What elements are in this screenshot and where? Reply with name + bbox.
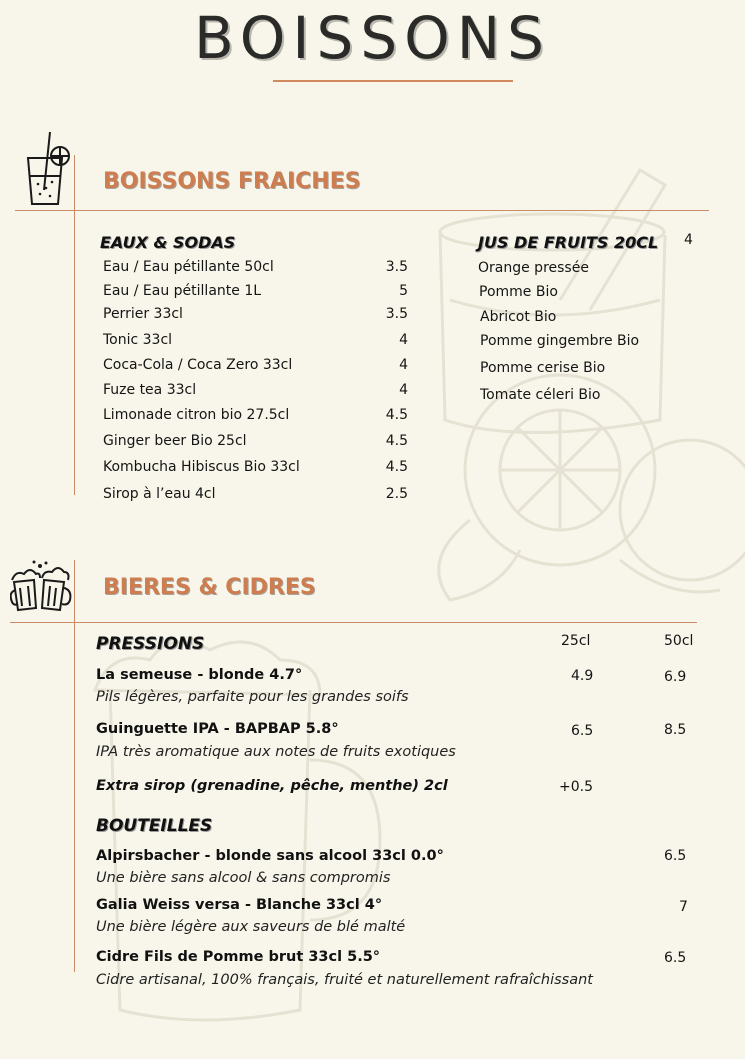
jus-price: 4	[684, 232, 693, 248]
list-item: Limonade citron bio 27.5cl	[103, 407, 290, 423]
item-price: 4	[399, 382, 408, 398]
section-divider-vertical	[74, 155, 75, 495]
title-underline	[273, 80, 513, 82]
list-item: Eau / Eau pétillante 1L	[103, 283, 262, 299]
drink-glass-icon	[22, 130, 72, 208]
beer-price: 6.5	[664, 950, 687, 966]
beer-description: Une bière sans alcool & sans compromis	[96, 870, 391, 886]
item-price: 4.5	[385, 459, 408, 475]
list-item: Tonic 33cl	[103, 332, 173, 348]
column-header-50cl: 50cl	[664, 633, 694, 649]
item-price: 3.5	[385, 306, 408, 322]
extra-syrup: Extra sirop (grenadine, pêche, menthe) 2cl	[96, 778, 448, 794]
list-item: Pomme gingembre Bio	[480, 333, 640, 349]
item-price: 4.5	[385, 407, 408, 423]
item-price: 2.5	[385, 486, 408, 502]
beer-price: 7	[679, 899, 688, 915]
list-item: Abricot Bio	[480, 309, 557, 325]
category-eaux-sodas: EAUX & SODAS	[100, 233, 236, 252]
category-pressions: PRESSIONS	[96, 634, 205, 654]
list-item: Ginger beer Bio 25cl	[103, 433, 247, 449]
list-item: Orange pressée	[478, 260, 589, 276]
beer-name: Alpirsbacher - blonde sans alcool 33cl 0.0°	[96, 848, 444, 864]
beer-description: Une bière légère aux saveurs de blé malté	[96, 919, 406, 935]
item-price: 4.5	[385, 433, 408, 449]
category-bouteilles: BOUTEILLES	[96, 816, 213, 836]
page-title: BOISSONS	[193, 4, 552, 72]
item-price: 4	[399, 357, 408, 373]
extra-syrup-price: +0.5	[559, 779, 593, 795]
price-50cl: 8.5	[664, 722, 687, 738]
section-divider-horizontal	[10, 622, 697, 623]
beer-name: Guinguette IPA - BAPBAP 5.8°	[96, 721, 339, 737]
beer-description: Cidre artisanal, 100% français, fruité et naturellement rafraîchissant	[96, 972, 593, 988]
beer-name: La semeuse - blonde 4.7°	[96, 667, 303, 683]
beer-name: Cidre Fils de Pomme brut 33cl 5.5°	[96, 949, 381, 965]
list-item: Eau / Eau pétillante 50cl	[103, 259, 274, 275]
list-item: Pomme cerise Bio	[480, 360, 606, 376]
item-price: 3.5	[385, 259, 408, 275]
item-price: 4	[399, 332, 408, 348]
list-item: Tomate céleri Bio	[480, 387, 601, 403]
section-title-boissons-fraiches: BOISSONS FRAICHES	[103, 169, 361, 194]
list-item: Pomme Bio	[479, 284, 558, 300]
list-item: Perrier 33cl	[103, 306, 183, 322]
list-item: Sirop à l’eau 4cl	[103, 486, 216, 502]
price-25cl: 6.5	[571, 723, 594, 739]
category-jus-de-fruits: JUS DE FRUITS 20CL	[478, 233, 659, 252]
price-50cl: 6.9	[664, 669, 687, 685]
beer-mugs-icon	[10, 558, 72, 614]
column-header-25cl: 25cl	[561, 633, 591, 649]
beer-price: 6.5	[664, 848, 687, 864]
list-item: Fuze tea 33cl	[103, 382, 197, 398]
price-25cl: 4.9	[571, 668, 594, 684]
section-title-bieres-cidres: BIERES & CIDRES	[103, 575, 316, 600]
item-price: 5	[399, 283, 408, 299]
beer-description: IPA très aromatique aux notes de fruits exotiques	[96, 744, 456, 760]
beer-description: Pils légères, parfaite pour les grandes soifs	[96, 689, 409, 705]
section-divider-horizontal	[15, 210, 709, 211]
list-item: Coca-Cola / Coca Zero 33cl	[103, 357, 293, 373]
beer-name: Galia Weiss versa - Blanche 33cl 4°	[96, 897, 383, 913]
list-item: Kombucha Hibiscus Bio 33cl	[103, 459, 300, 475]
